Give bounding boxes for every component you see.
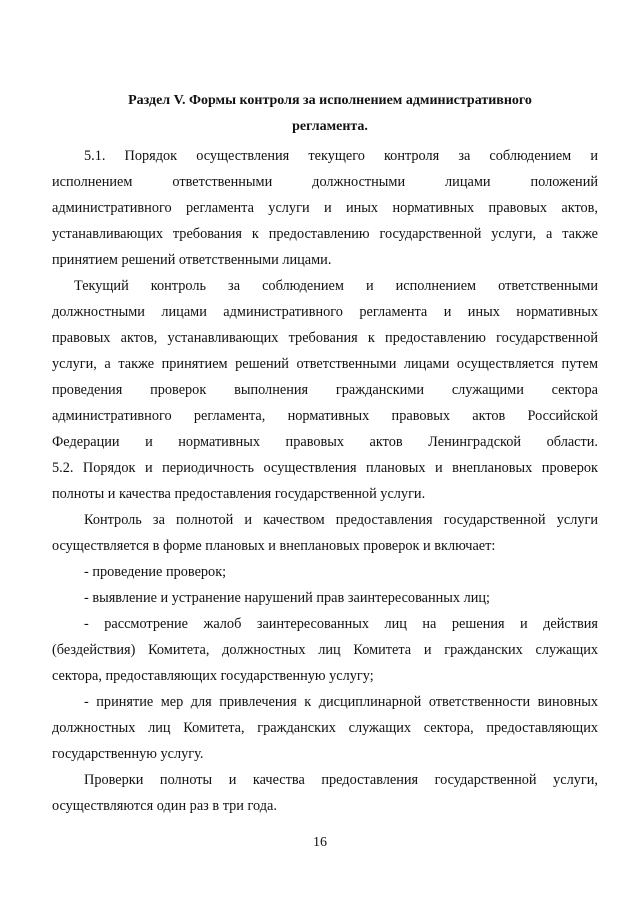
paragraph-line: осуществляется в форме плановых и внеплановых проверок и включает: [52,538,496,554]
paragraph-line: осуществляются один раз в три года. [52,798,277,814]
section-title-line-1: Раздел V. Формы контроля за исполнением административного [128,93,532,108]
paragraph-line: сектора, предоставляющих государственную услугу; [52,668,374,684]
paragraph-line: 5.1. Порядок осуществления текущего контроля за соблюдением и [84,148,598,164]
section-title-line-2: регламента. [292,119,368,134]
paragraph-line: должностными лицами административного регламента и иных нормативных [52,304,598,320]
paragraph-line: административного регламента услуги и иных нормативных правовых актов, [52,200,598,216]
paragraph-line: Текущий контроль за соблюдением и исполнением ответственными [74,278,598,294]
list-item: - проведение проверок; [84,564,227,580]
paragraph-line: должностных лиц Комитета, гражданских служащих сектора, предоставляющих [52,720,598,736]
paragraph-line: исполнением ответственными должностными лицами положений [52,174,598,190]
paragraph-line: услуги, а также принятием решений ответственными лицами осуществляется путем [52,356,598,372]
paragraph-line: полноты и качества предоставления государственной услуги. [52,486,426,502]
list-item: - принятие мер для привлечения к дисциплинарной ответственности виновных [84,694,598,710]
paragraph-line: устанавливающих требования к предоставлению государственной услуги, а также [52,226,598,242]
paragraph-line: проведения проверок выполнения гражданскими служащими сектора [52,382,598,398]
page-number: 16 [313,835,327,850]
paragraph-line: Федерации и нормативных правовых актов Ленинградской области. [52,434,598,450]
list-item: - выявление и устранение нарушений прав заинтересованных лиц; [84,590,491,606]
paragraph-line: государственную услугу. [52,746,204,762]
paragraph-line: Проверки полноты и качества предоставления государственной услуги, [84,772,598,788]
paragraph-line: правовых актов, устанавливающих требования к предоставлению государственной [52,330,598,346]
paragraph-line: административного регламента, нормативных правовых актов Российской [52,408,598,424]
paragraph-line: 5.2. Порядок и периодичность осуществления плановых и внеплановых проверок [52,460,598,476]
paragraph-line: принятием решений ответственными лицами. [52,252,332,268]
paragraph-line: (бездействия) Комитета, должностных лиц Комитета и гражданских служащих [52,642,598,658]
paragraph-line: Контроль за полнотой и качеством предоставления государственной услуги [84,512,598,528]
list-item: - рассмотрение жалоб заинтересованных лиц на решения и действия [84,616,598,632]
